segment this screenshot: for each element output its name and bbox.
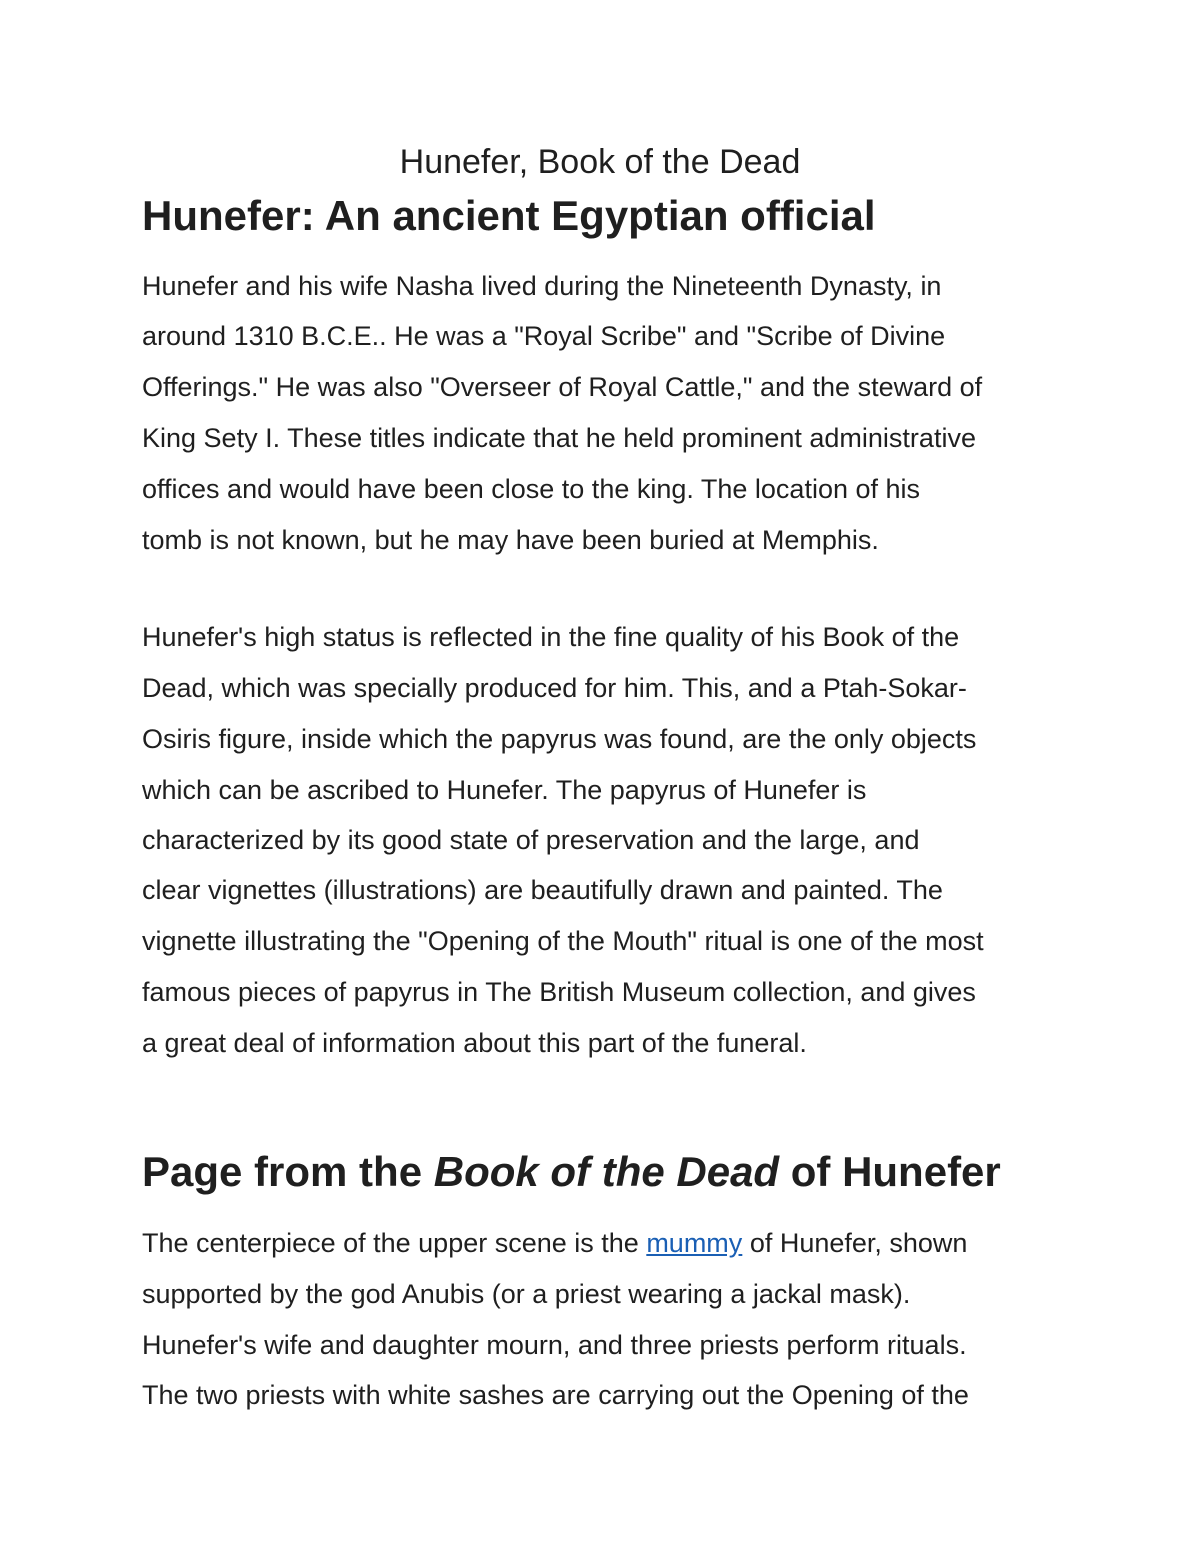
paragraph-line: supported by the god Anubis (or a priest wearing a jackal mask).	[142, 1279, 911, 1309]
heading-italic-title: Book of the Dead	[433, 1148, 780, 1195]
line-text: of Hunefer, shown	[742, 1228, 968, 1258]
paragraph-line: offices and would have been close to the king. The location of his	[142, 474, 921, 504]
heading-prefix: Page from the	[142, 1148, 434, 1195]
paragraph-line: vignette illustrating the "Opening of the Mouth" ritual is one of the most	[142, 926, 984, 956]
paragraph-line: around 1310 B.C.E.. He was a "Royal Scribe" and "Scribe of Divine	[142, 321, 946, 351]
section-heading-book-of-dead-page	[142, 1145, 1001, 1199]
paragraph-line: clear vignettes (illustrations) are beautifully drawn and painted. The	[142, 875, 943, 905]
paragraph-line: a great deal of information about this part of the funeral.	[142, 1028, 807, 1058]
paragraph-line: Hunefer and his wife Nasha lived during the Nineteenth Dynasty, in	[142, 271, 942, 301]
section-heading-hunefer-official: Hunefer: An ancient Egyptian official	[142, 192, 876, 239]
heading-suffix: of Hunefer	[779, 1148, 1001, 1195]
paragraph-line: characterized by its good state of preservation and the large, and	[142, 825, 920, 855]
paragraph-line: Hunefer's high status is reflected in the fine quality of his Book of the	[142, 622, 960, 652]
paragraph-line	[142, 1226, 967, 1260]
paragraph-line: famous pieces of papyrus in The British Museum collection, and gives	[142, 977, 976, 1007]
paragraph-line: King Sety I. These titles indicate that he held prominent administrative	[142, 423, 976, 453]
mummy-link[interactable]: mummy	[646, 1228, 743, 1258]
paragraph-line: which can be ascribed to Hunefer. The papyrus of Hunefer is	[142, 775, 867, 805]
paragraph-line: tomb is not known, but he may have been buried at Memphis.	[142, 525, 879, 555]
paragraph-line: Dead, which was specially produced for him. This, and a Ptah-Sokar-	[142, 673, 967, 703]
paragraph-line: Osiris figure, inside which the papyrus was found, are the only objects	[142, 724, 977, 754]
paragraph-line: The two priests with white sashes are carrying out the Opening of the	[142, 1380, 969, 1410]
document-title: Hunefer, Book of the Dead	[399, 143, 801, 181]
paragraph-line: Offerings." He was also "Overseer of Royal Cattle," and the steward of	[142, 372, 983, 402]
paragraph-line: Hunefer's wife and daughter mourn, and three priests perform rituals.	[142, 1330, 967, 1360]
line-text: The centerpiece of the upper scene is the	[142, 1228, 647, 1258]
